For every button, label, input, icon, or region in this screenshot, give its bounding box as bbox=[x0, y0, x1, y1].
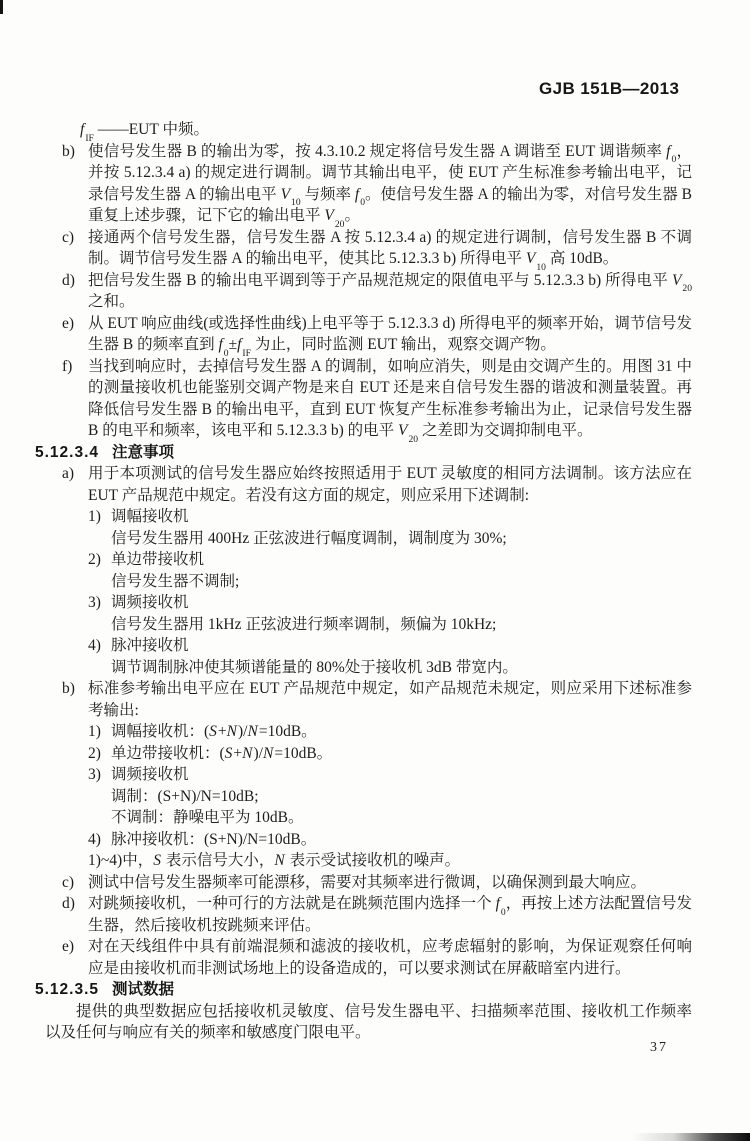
sub-item-body: 调节调制脉冲使其频谱能量的 80%处于接收机 3dB 带宽内。 bbox=[111, 658, 518, 676]
reference-output-sub-item-1 bbox=[88, 721, 692, 743]
item-marker: f) bbox=[62, 357, 73, 375]
section-heading-test-data bbox=[35, 979, 692, 1001]
sub-item-body: 调制：(S+N)/N=10dB; bbox=[111, 787, 259, 805]
item-text: 标准参考输出电平应在 EUT 产品规范中规定，如产品规范未规定，则应采用下述标准参考输出: bbox=[88, 680, 692, 719]
standard-number-header: GJB 151B—2013 bbox=[539, 79, 680, 98]
procedure-step-c bbox=[62, 227, 692, 273]
item-text: 把信号发生器 B 的输出电平调到等于产品规范规定的限值电平与 5.12.3.3 b) 所得电平 $V_{20}$ 之和。 bbox=[88, 271, 692, 310]
item-text bbox=[111, 635, 692, 678]
item-text: 当找到响应时，去掉信号发生器 A 的调制，如响应消失，则是由交调产生的。用图 31 中的测量接收机也能鉴别交调产物是来自 EUT 还是来自信号发生器的谐波和测量装置。再降低信号发生器 B 的输出电平，直到 EUT 恢复产生标准参考输出为止，记录信号发生器 B 的电平和频率，该电平和 5.12.3.3 b) 的电平 $V_{20}$ 之差即为交调抑制电平。 bbox=[88, 357, 692, 445]
reference-output-sub-item-2 bbox=[88, 743, 692, 765]
precaution-item-b bbox=[62, 678, 692, 721]
section-title: 测试数据 bbox=[112, 981, 175, 998]
item-text: 接通两个信号发生器，信号发生器 A 按 5.12.3.4 a) 的规定进行调制，信号发生器 B 不调制。调节信号发生器 A 的输出电平，使其比 5.12.3.3 b) 所得电平 $V_{10}$ 高 10dB。 bbox=[88, 228, 692, 273]
sub-item-head: 调幅接收机：(S+N)/N=10dB。 bbox=[111, 723, 317, 740]
item-marker: 4) bbox=[88, 830, 101, 848]
item-text bbox=[111, 743, 692, 765]
item-text bbox=[111, 549, 692, 592]
modulation-sub-item-3 bbox=[88, 592, 692, 635]
precaution-item-a bbox=[62, 463, 692, 506]
sub-item-head: 单边带接收机：(S+N)/N=10dB。 bbox=[111, 744, 333, 762]
modulation-sub-item-2 bbox=[88, 549, 692, 592]
item-marker: e) bbox=[62, 938, 75, 955]
modulation-sub-item-1 bbox=[88, 506, 692, 549]
item-marker: d) bbox=[62, 895, 75, 912]
item-text bbox=[111, 829, 692, 851]
section-number: 5.12.3.4 bbox=[35, 443, 100, 461]
item-marker: c) bbox=[62, 873, 75, 891]
sub-item-body: 不调制：静噪电平为 10dB。 bbox=[111, 809, 304, 826]
section-title: 注意事项 bbox=[112, 443, 175, 461]
reference-output-sub-item-3 bbox=[88, 764, 692, 829]
item-text: 对跳频接收机，一种可行的方法就是在跳频范围内选择一个 $f_0$，再按上述方法配置信号发生器，然后接收机按跳频来评估。 bbox=[88, 895, 692, 934]
item-marker: 2) bbox=[88, 551, 101, 568]
precaution-item-c bbox=[62, 872, 692, 894]
item-text: 使信号发生器 B 的输出为零，按 4.3.10.2 规定将信号发生器 A 调谐至 EUT 调谐频率 $f_0$，并按 5.12.3.4 a) 的规定进行调制。调节其输出电平，使 EUT 产生标准参考输出电平，记录信号发生器 A 的输出电平 $V_{10}$ 与频率 $f_0$。使信号发生器 A 的输出为零，对信号发生器 B 重复上述步骤，记下它的输出电平 $V_{20}$。 bbox=[88, 142, 692, 230]
sub-item-head: 调频接收机 bbox=[111, 594, 189, 611]
item-marker: d) bbox=[62, 271, 75, 289]
item-text bbox=[111, 506, 692, 549]
sub-item-head: 单边带接收机 bbox=[111, 551, 205, 568]
procedure-step-d bbox=[62, 270, 692, 313]
sub-item-head: 脉冲接收机 bbox=[111, 637, 189, 654]
modulation-sub-item-4 bbox=[88, 635, 692, 678]
procedure-step-e bbox=[62, 313, 692, 359]
item-marker: e) bbox=[62, 314, 75, 332]
scan-artifact-top-left bbox=[0, 0, 3, 14]
item-marker: 4) bbox=[88, 637, 101, 654]
page-content bbox=[0, 119, 750, 1044]
item-text: 对在天线组件中具有前端混频和滤波的接收机，应考虑辐射的影响，为保证观察任何响应是由接收机而非测试场地上的设备造成的，可以要求测试在屏蔽暗室内进行。 bbox=[88, 938, 692, 977]
item-marker: 1) bbox=[88, 508, 101, 525]
item-marker: 1) bbox=[88, 723, 101, 740]
item-marker: b) bbox=[62, 680, 75, 697]
item-text: 从 EUT 响应曲线(或选择性曲线)上电平等于 5.12.3.3 d) 所得电平的频率开始，调节信号发生器 B 的频率直到 $f_0\pm f_{IF}$ 为止，同时监测 EUT 输出，观察交调产物。 bbox=[88, 314, 692, 359]
item-text bbox=[111, 764, 692, 829]
item-text bbox=[111, 721, 692, 743]
sub-item-head: 脉冲接收机：(S+N)/N=10dB。 bbox=[111, 830, 317, 848]
section-heading-precautions bbox=[35, 442, 692, 464]
procedure-step-f bbox=[62, 356, 692, 445]
scan-artifact-bottom-right bbox=[632, 1133, 750, 1141]
sub-item-head: 调频接收机 bbox=[111, 766, 189, 783]
item-text: 用于本项测试的信号发生器应始终按照适用于 EUT 灵敏度的相同方法调制。该方法应在 EUT 产品规范中规定。若没有这方面的规定，则应采用下述调制: bbox=[88, 465, 692, 504]
item-marker: b) bbox=[62, 142, 75, 160]
if-frequency-definition: $f_{IF}$ ——EUT 中频。 bbox=[80, 121, 209, 144]
sub-item-head: 调幅接收机 bbox=[111, 508, 189, 525]
item-marker: c) bbox=[62, 228, 75, 246]
item-marker: 2) bbox=[88, 744, 101, 762]
item-marker: 3) bbox=[88, 766, 101, 783]
test-data-paragraph: 提供的典型数据应包括接收机灵敏度、信号发生器电平、扫描频率范围、接收机工作频率以及任何与响应有关的频率和敏感度门限电平。 bbox=[45, 1002, 692, 1041]
procedure-step-b bbox=[62, 141, 692, 230]
item-text: 测试中信号发生器频率可能漂移，需要对其频率进行微调，以确保测到最大响应。 bbox=[88, 873, 647, 891]
item-text bbox=[111, 592, 692, 635]
item-marker: a) bbox=[62, 465, 75, 482]
item-marker: 3) bbox=[88, 594, 101, 611]
page-number: 37 bbox=[650, 1040, 668, 1055]
reference-output-sub-item-4 bbox=[88, 829, 692, 851]
sub-items-note: 1)~4)中，S 表示信号大小，N 表示受试接收机的噪声。 bbox=[88, 852, 461, 869]
sub-item-body: 信号发生器不调制; bbox=[111, 572, 240, 590]
precaution-item-e bbox=[62, 936, 692, 979]
sub-item-body: 信号发生器用 400Hz 正弦波进行幅度调制，调制度为 30%; bbox=[111, 529, 507, 547]
sub-item-body: 信号发生器用 1kHz 正弦波进行频率调制，频偏为 10kHz; bbox=[111, 615, 497, 633]
section-number: 5.12.3.5 bbox=[35, 981, 100, 998]
precaution-item-d bbox=[62, 893, 692, 936]
